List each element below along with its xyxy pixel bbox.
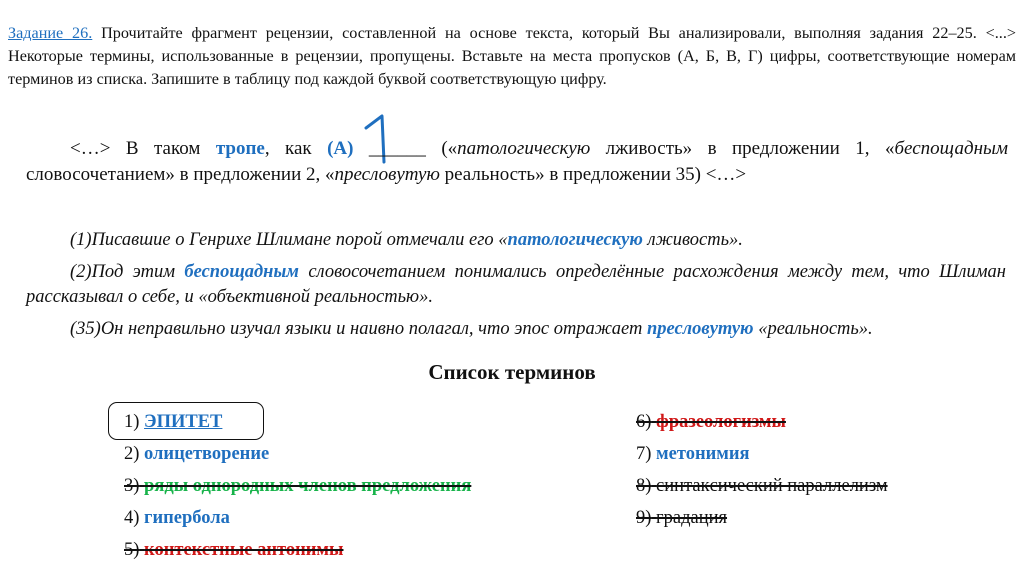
example-sentence: (1)Писавшие о Генрихе Шлимане порой отмечали его «патологическую лживость». xyxy=(70,230,743,250)
review-text-5: словосочетанием» в предложении 2, « xyxy=(26,164,335,185)
review-text-1: <…> В таком xyxy=(70,138,216,159)
terms-list-left xyxy=(124,406,471,566)
example-sentence: (2)Под этим беспощадным словосочетанием понимались определённые расхождения между тем, что Шлиман рассказывал о себе, и «объективной реальностью». xyxy=(26,262,1006,307)
term-item-6[interactable]: 6) фразеологизмы xyxy=(636,412,786,432)
term-item-4[interactable]: 4) гипербола xyxy=(124,508,230,528)
review-letter-a: (А) xyxy=(327,138,354,159)
review-quote-2: беспощадным xyxy=(894,138,1009,159)
review-quote-1: патологическую xyxy=(457,138,591,159)
term-item-9[interactable]: 9) градация xyxy=(636,508,728,528)
review-blank-a[interactable]: ______ xyxy=(368,138,426,159)
term-item-1[interactable]: 1) ЭПИТЕТ xyxy=(124,412,223,432)
task-label: Задание 26. xyxy=(8,24,93,42)
review-text-4: лживость» в предложении 1, « xyxy=(590,138,895,159)
terms-list-right xyxy=(636,406,888,534)
review-quote-3: пресловутую xyxy=(334,164,440,185)
review-text-3: (« xyxy=(425,138,458,159)
review-fragment xyxy=(26,136,1008,188)
term-item-8[interactable]: 8) синтакcический параллелизм xyxy=(636,476,888,496)
term-item-5[interactable]: 5) контекстные антонимы xyxy=(124,540,344,560)
highlight-word: беспощадным xyxy=(184,262,299,282)
highlight-word: пресловутую xyxy=(646,319,754,339)
task-text: Прочитайте фрагмент рецензии, составленной на основе текста, который Вы анализировали, выполняя задания 22–25. <...> Некоторые термины, использованные в рецензии, пропущены. Вставьте на места пропусков (А, Б, В, Г) цифры, соответствующие номерам терминов из списка. Запишите в таблицу под каждой буквой соответствующую цифру. xyxy=(8,24,1016,88)
review-text-2: , как xyxy=(264,138,328,159)
term-item-7[interactable]: 7) метонимия xyxy=(636,444,750,464)
example-sentences xyxy=(26,228,1006,349)
term-item-2[interactable]: 2) олицетворение xyxy=(124,444,270,464)
review-text-6: реальность» в предложении 35) <…> xyxy=(439,164,747,185)
highlight-word: патологическую xyxy=(507,230,643,250)
terms-list-title: Список терминов xyxy=(428,360,596,384)
task-instructions xyxy=(8,22,1016,91)
term-item-3[interactable]: 3) ряды однородных членов предложения xyxy=(124,476,472,496)
review-trope: тропе xyxy=(215,138,265,159)
example-sentence: (35)Он неправильно изучал языки и наивно полагал, что эпос отражает пресловутую «реальность». xyxy=(70,319,873,339)
